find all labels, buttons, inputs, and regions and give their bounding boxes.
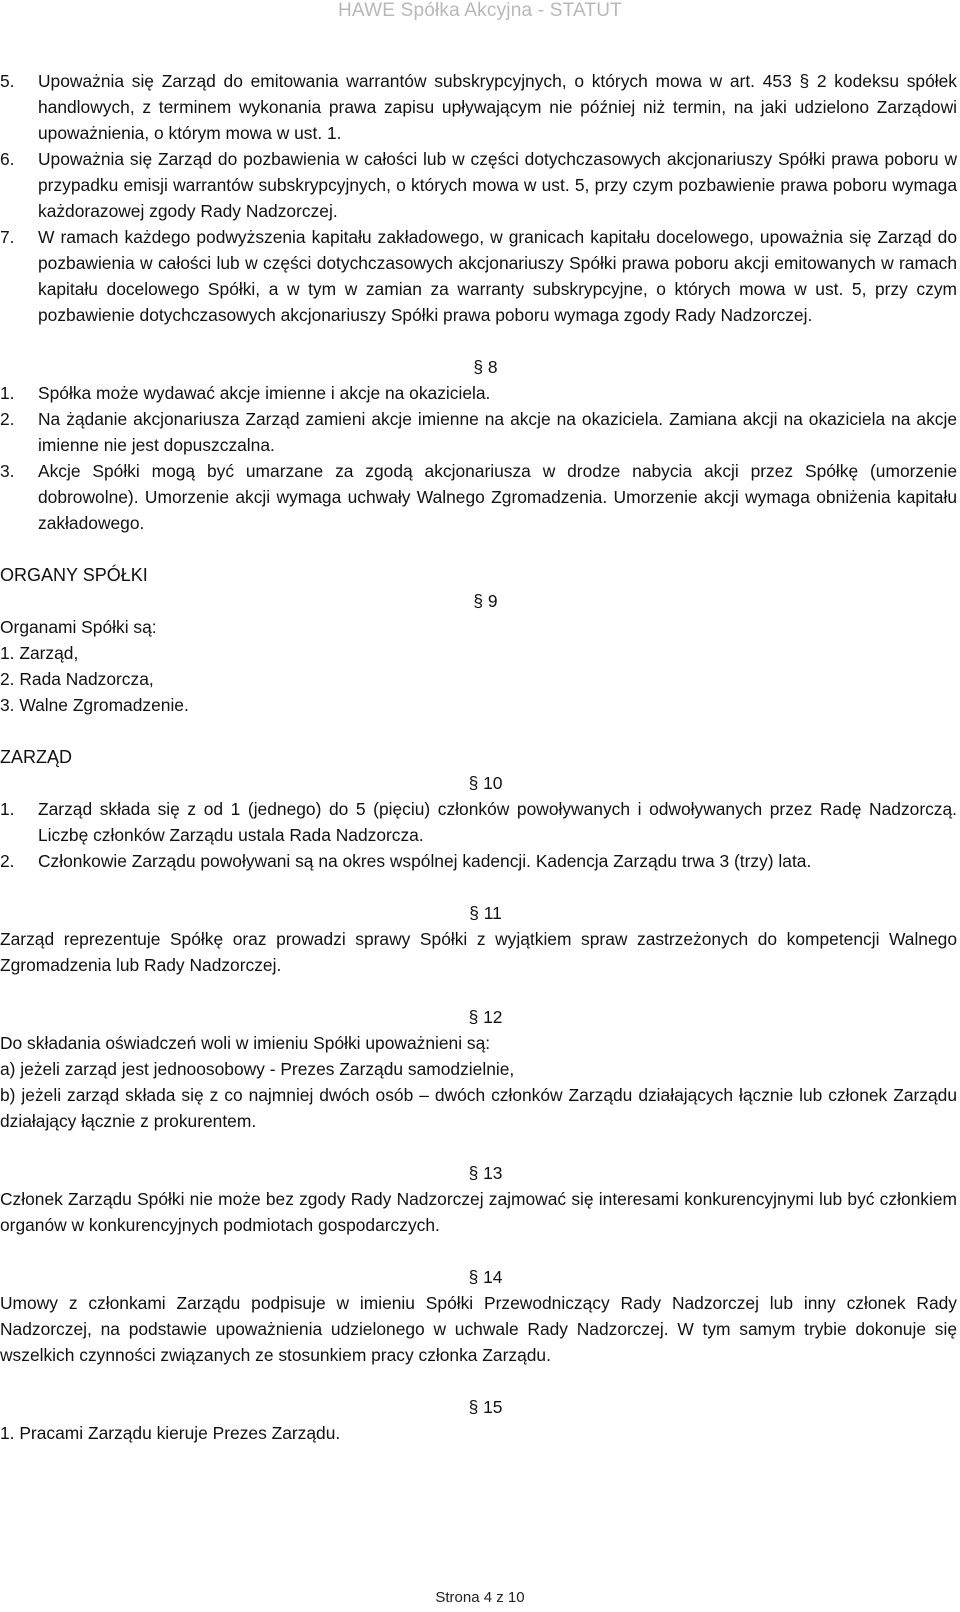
list-item: 1. Zarząd składa się z od 1 (jednego) do 5 (pięciu) członków powoływanych i odwoływanych przez Radę Nadzorczą. Liczbę członków Zarządu ustala Rada Nadzorcza. [0,799,957,845]
list-item: 2. Rada Nadzorcza, [0,669,154,689]
list-item: 2. Na żądanie akcjonariusza Zarząd zamieni akcje imienne na akcje na okaziciela. Zamiana akcji na okaziciela na akcje imienne nie jest dopuszczalna. [0,409,957,455]
document-body [0,68,957,1446]
paragraph-15-label: § 15 [468,1397,503,1417]
item-number: 5. [0,71,15,91]
paragraph-8-label: § 8 [473,357,498,377]
list-item: 1. Pracami Zarządu kieruje Prezes Zarządu. [0,1423,341,1443]
item-text: W ramach każdego podwyższenia kapitału zakładowego, w granicach kapitału docelowego, upoważnia się Zarząd do pozbawienia w całości lub w części dotychczasowych akcjonariuszy Spółki prawa poboru akcji emitowanych w ramach kapitału docelowego Spółki, a w tym w zamian za warranty subskrypcyjne, o których mowa w ust. 5, przy czym pozbawienie dotychczasowych akcjonariuszy Spółki prawa poboru wymaga zgody Rady Nadzorczej. [38,227,957,325]
section-heading-organy: ORGANY SPÓŁKI [0,565,148,585]
paragraph-13-text: Członek Zarządu Spółki nie może bez zgody Rady Nadzorczej zajmować się interesami konkurencyjnymi lub być członkiem organów w konkurencyjnych podmiotach gospodarczych. [0,1189,957,1235]
paragraph-14-text: Umowy z członkami Zarządu podpisuje w imieniu Spółki Przewodniczący Rady Nadzorczej lub inny członek Rady Nadzorczej, na podstawie upoważnienia udzielonego w uchwale Rady Nadzorczej. W tym samym trybie dokonuje się wszelkich czynności związanych ze stosunkiem pracy członka Zarządu. [0,1293,957,1365]
paragraph-9-label: § 9 [473,591,498,611]
item-text: Upoważnia się Zarząd do emitowania warrantów subskrypcyjnych, o których mowa w art. 453 § 2 kodeksu spółek handlowych, z terminem wykonania prawa zapisu upływającym nie później niż termin, na jaki udzielono Zarządowi upoważnienia, o którym mowa w ust. 1. [38,71,957,143]
paragraph-12-intro: Do składania oświadczeń woli w imieniu Spółki upoważnieni są: [0,1033,491,1053]
paragraph-10-label: § 10 [468,773,503,793]
page-footer: Strona 4 z 10 [435,1589,525,1606]
section-heading-zarzad: ZARZĄD [0,747,72,767]
paragraph-11-label: § 11 [469,903,502,923]
paragraph-14-label: § 14 [468,1267,503,1287]
list-item [0,224,957,328]
list-item: 1. Zarząd, [0,643,79,663]
paragraph-13-label: § 13 [468,1163,503,1183]
paragraph-12-label: § 12 [468,1007,503,1027]
item-number: 6. [0,149,15,169]
list-item: 1. Spółka może wydawać akcje imienne i akcje na okaziciela. [0,383,491,403]
item-number: 7. [0,227,15,247]
list-item [0,146,957,224]
page-header: HAWE Spółka Akcyjna - STATUT [338,0,622,21]
list-item: 3. Walne Zgromadzenie. [0,695,189,715]
list-item: 3. Akcje Spółki mogą być umarzane za zgodą akcjonariusza w drodze nabycia akcji przez Spółkę (umorzenie dobrowolne). Umorzenie akcji wymaga uchwały Walnego Zgromadzenia. Umorzenie akcji wymaga obniżenia kapitału zakładowego. [0,461,957,533]
organy-intro: Organami Spółki są: [0,617,157,637]
list-item: a) jeżeli zarząd jest jednoosobowy - Prezes Zarządu samodzielnie, [0,1059,515,1079]
item-text: Upoważnia się Zarząd do pozbawienia w całości lub w części dotychczasowych akcjonariuszy Spółki prawa poboru w przypadku emisji warrantów subskrypcyjnych, o których mowa w ust. 5, przy czym pozbawienie prawa poboru wymaga każdorazowej zgody Rady Nadzorczej. [38,149,957,221]
paragraph-11-text: Zarząd reprezentuje Spółkę oraz prowadzi sprawy Spółki z wyjątkiem spraw zastrzeżonych do kompetencji Walnego Zgromadzenia lub Rady Nadzorczej. [0,929,957,975]
list-item: 2. Członkowie Zarządu powoływani są na okres wspólnej kadencji. Kadencja Zarządu trwa 3 (trzy) lata. [0,851,812,871]
list-item [0,68,957,146]
list-item: b) jeżeli zarząd składa się z co najmniej dwóch osób – dwóch członków Zarządu działających łącznie lub członek Zarządu działający łącznie z prokurentem. [0,1085,957,1131]
